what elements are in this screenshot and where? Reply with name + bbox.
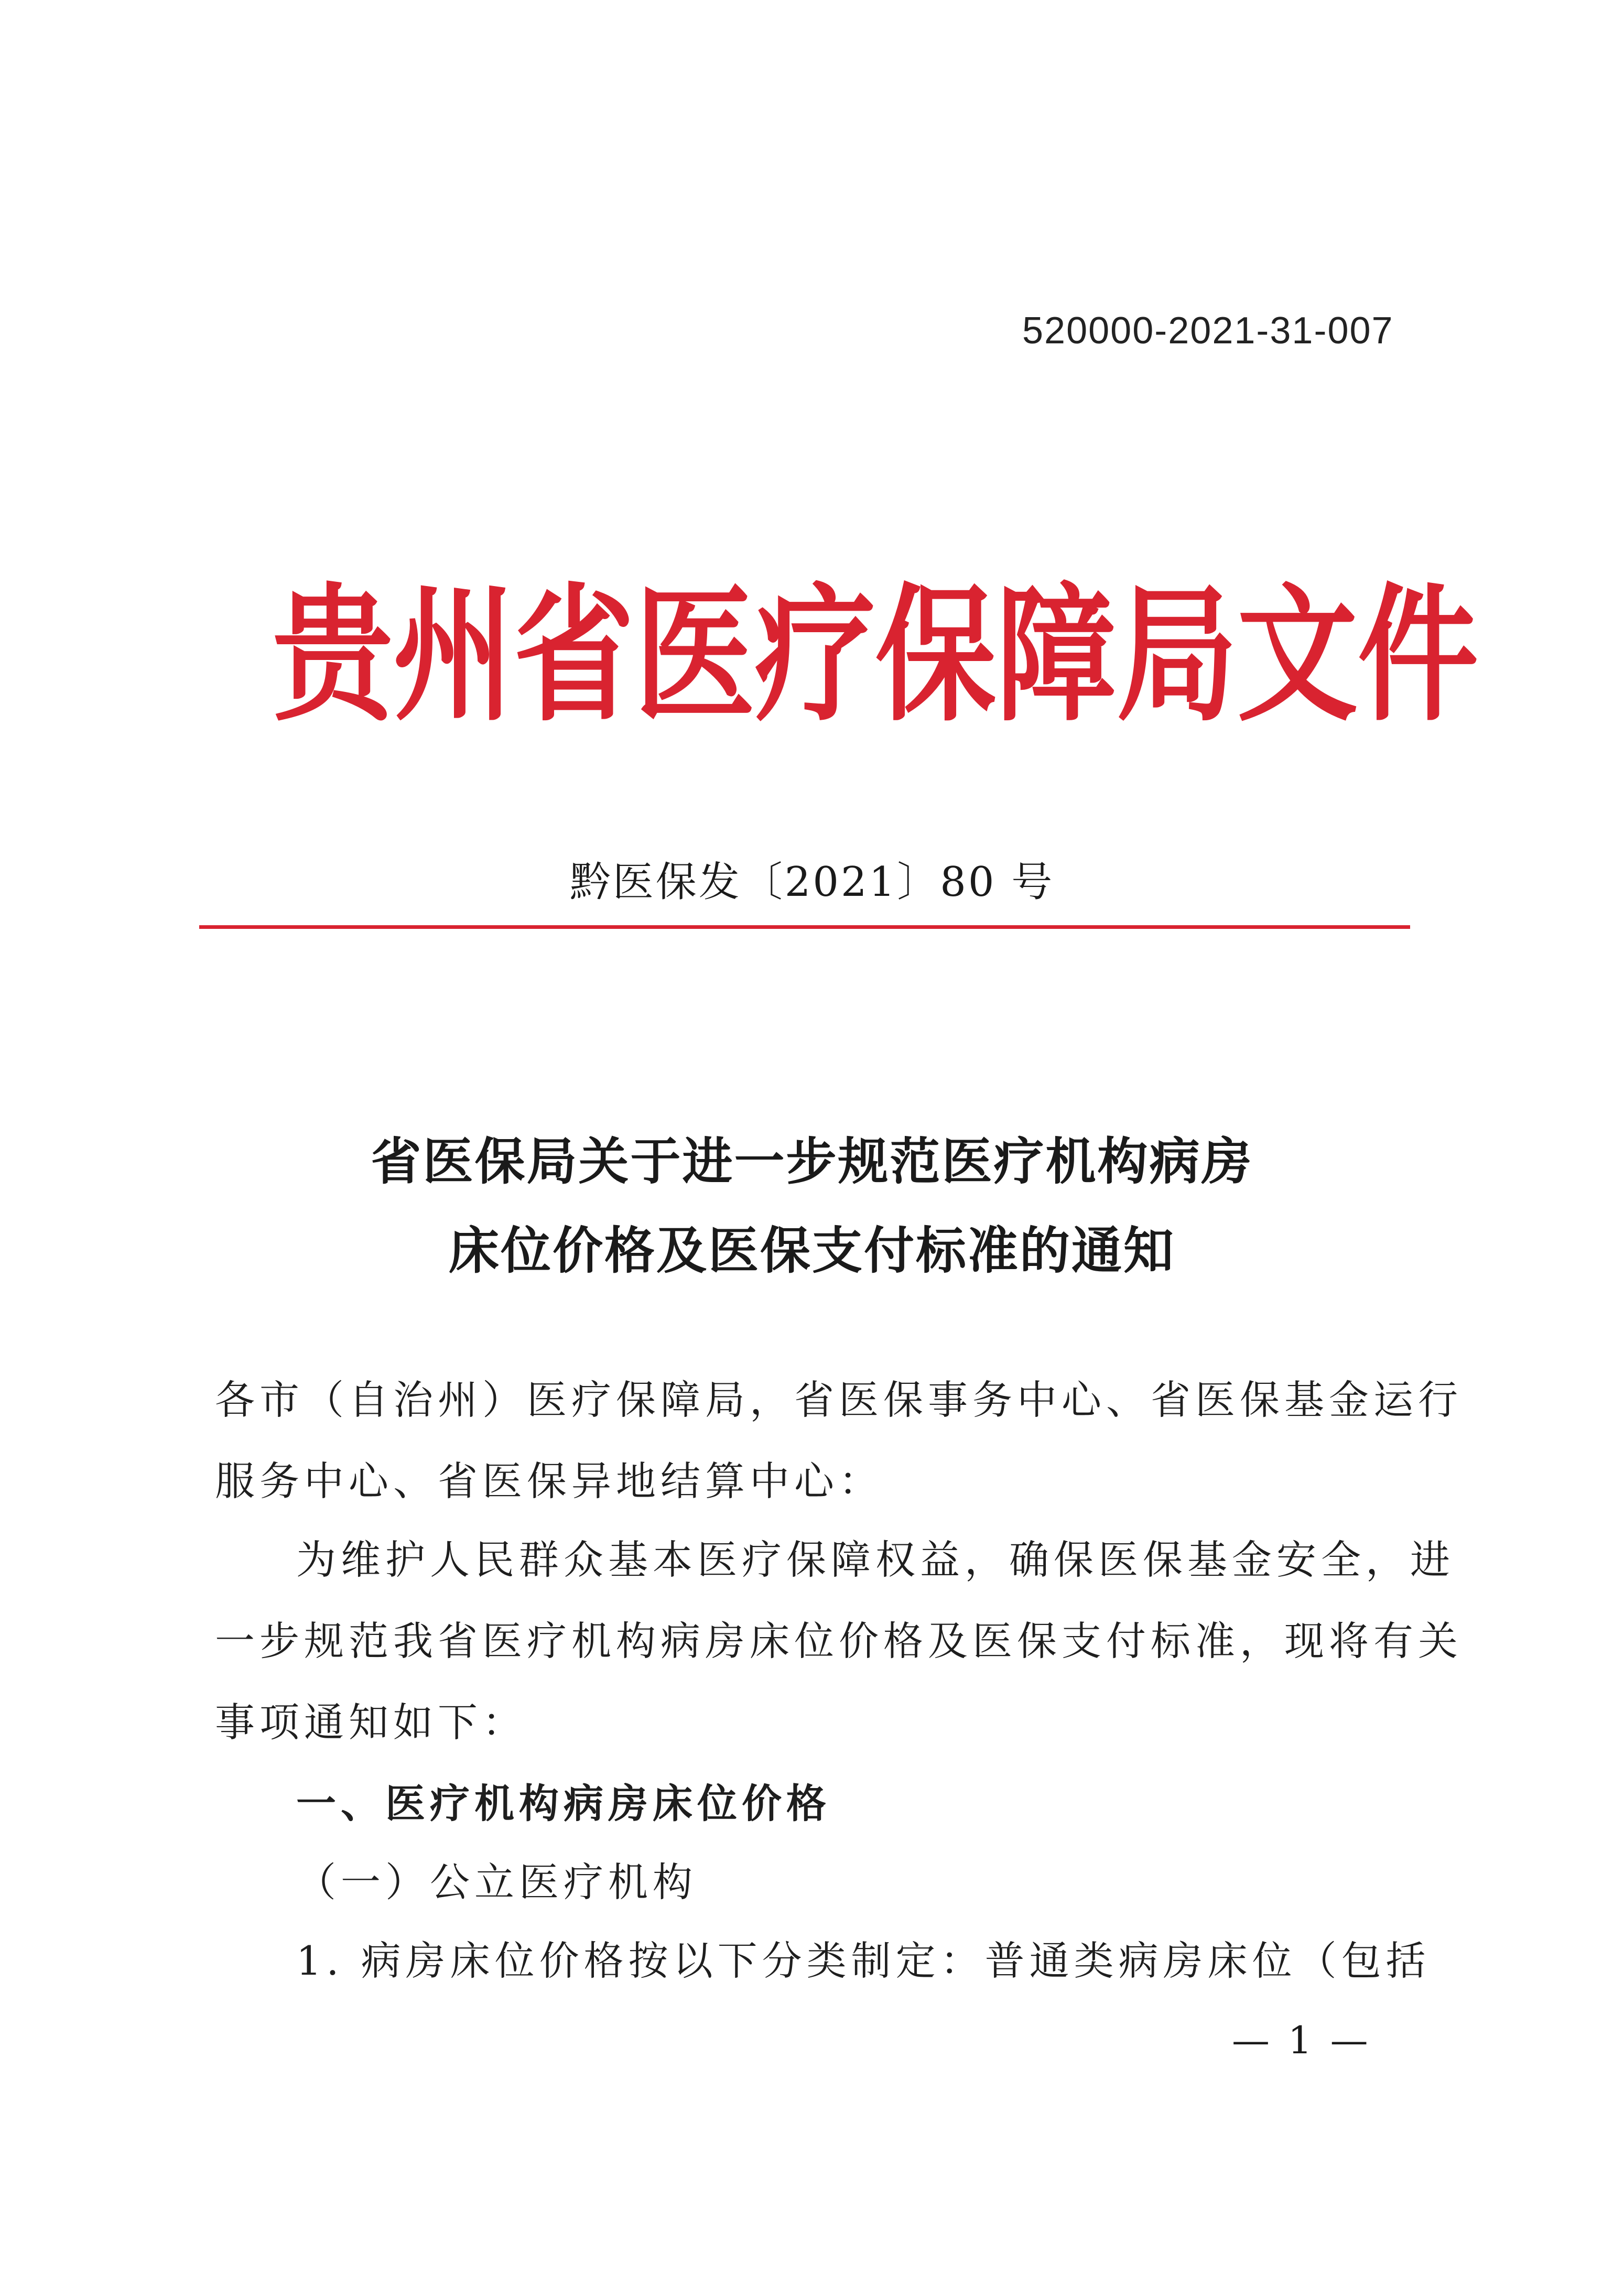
recipients-line-1: 各市（自治州）医疗保障局，省医保事务中心、省医保基金运行 (215, 1377, 1463, 1423)
intro-line-1: 为维护人民群众基本医疗保障权益，确保医保基金安全，进 (296, 1536, 1455, 1583)
intro-line-2: 一步规范我省医疗机构病房床位价格及医保支付标准，现将有关 (215, 1618, 1463, 1664)
intro-line-3: 事项通知如下： (215, 1699, 527, 1746)
document-number: 黔医保发〔2021〕80 号 (569, 859, 1055, 906)
red-divider-line (199, 925, 1410, 929)
page-number: — 1 — (1232, 2018, 1371, 2062)
notice-title-line-2: 床位价格及医保支付标准的通知 (449, 1221, 1175, 1280)
item-1-line-1: 1. 病房床位价格按以下分类制定：普通类病房床位（包括 (296, 1937, 1431, 1984)
document-code: 520000-2021-31-007 (1022, 310, 1394, 352)
recipients-line-2: 服务中心、省医保异地结算中心： (215, 1458, 883, 1504)
section-heading-1: 一、医疗机构病房床位价格 (296, 1780, 831, 1827)
masthead-title: 贵州省医疗保障局文件 (273, 570, 1479, 742)
notice-title-line-1: 省医保局关于进一步规范医疗机构病房 (371, 1132, 1253, 1191)
subsection-heading-1: （一）公立医疗机构 (296, 1859, 697, 1905)
